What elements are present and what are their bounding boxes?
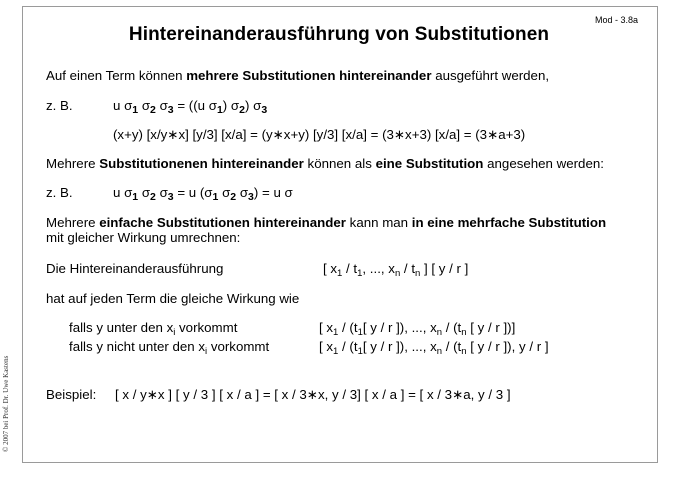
example-label-beispiel: Beispiel: xyxy=(46,387,97,402)
formula-substitution-chain: (x+y) [x/y∗x] [y/3] [x/a] = (y∗x+y) [y/3] [x/a] = (3∗x+3) [x/a] = (3∗a+3) xyxy=(113,127,526,142)
slide-id: Mod - 3.8a xyxy=(594,15,638,25)
formula-composition: u $\sigma_1$ $\sigma_2$ $\sigma_3 = ((u$ $\sigma_1$) $\sigma_2$) $\sigma_3$ xyxy=(113,98,268,116)
paragraph-equivalence: hat auf jeden Term die gleiche Wirkung wie xyxy=(46,291,300,306)
case-2-label: falls y nicht unter den $x_i$ vorkommt xyxy=(69,339,270,357)
paragraph-multiple: Mehrere einfache Substitutionen hintereinander kann man in eine mehrfache Substitution xyxy=(46,215,607,230)
example-label-2: z. B. xyxy=(46,185,73,200)
case-2-formula: [ $x_1 / (t_1$[ y / r ]), ..., $x_n / (t_n$ [ y / r ]), y / r ] xyxy=(319,339,549,357)
example-label-1: z. B. xyxy=(46,98,73,113)
paragraph-multiple-cont: mit gleicher Wirkung umrechnen: xyxy=(46,230,241,245)
copyright-notice: © 2007 bei Prof. Dr. Uwe Kastens xyxy=(2,355,10,452)
example-formula-beispiel: [ x / y∗x ] [ y / 3 ] [ x / a ] = [ x / 3∗x, y / 3] [ x / a ] = [ x / 3∗a, y / 3 ] xyxy=(115,387,511,402)
paragraph-intro: Auf einen Term können mehrere Substitutionen hintereinander ausgeführt werden, xyxy=(46,68,550,83)
sequence-formula: [ $x_1 / t_1$, ..., $x_n / t_n$ ] [ y / r ] xyxy=(323,261,469,279)
formula-associativity: u $\sigma_1$ $\sigma_2$ $\sigma_3 = u$ ($\sigma_1$ $\sigma_2$ $\sigma_3) = u$ σ xyxy=(113,185,293,203)
page-title: Hintereinanderausführung von Substitutionen xyxy=(128,24,550,45)
case-1-formula: [ $x_1 / (t_1$[ y / r ]), ..., $x_n / (t_n$ [ y / r ])] xyxy=(319,320,516,338)
case-1-label: falls y unter den $x_i$ vorkommt xyxy=(69,320,238,338)
sequence-label: Die Hintereinanderausführung xyxy=(46,261,224,276)
paragraph-combined: Mehrere Substitutionenen hintereinander können als eine Substitution angesehen werden: xyxy=(46,156,604,171)
